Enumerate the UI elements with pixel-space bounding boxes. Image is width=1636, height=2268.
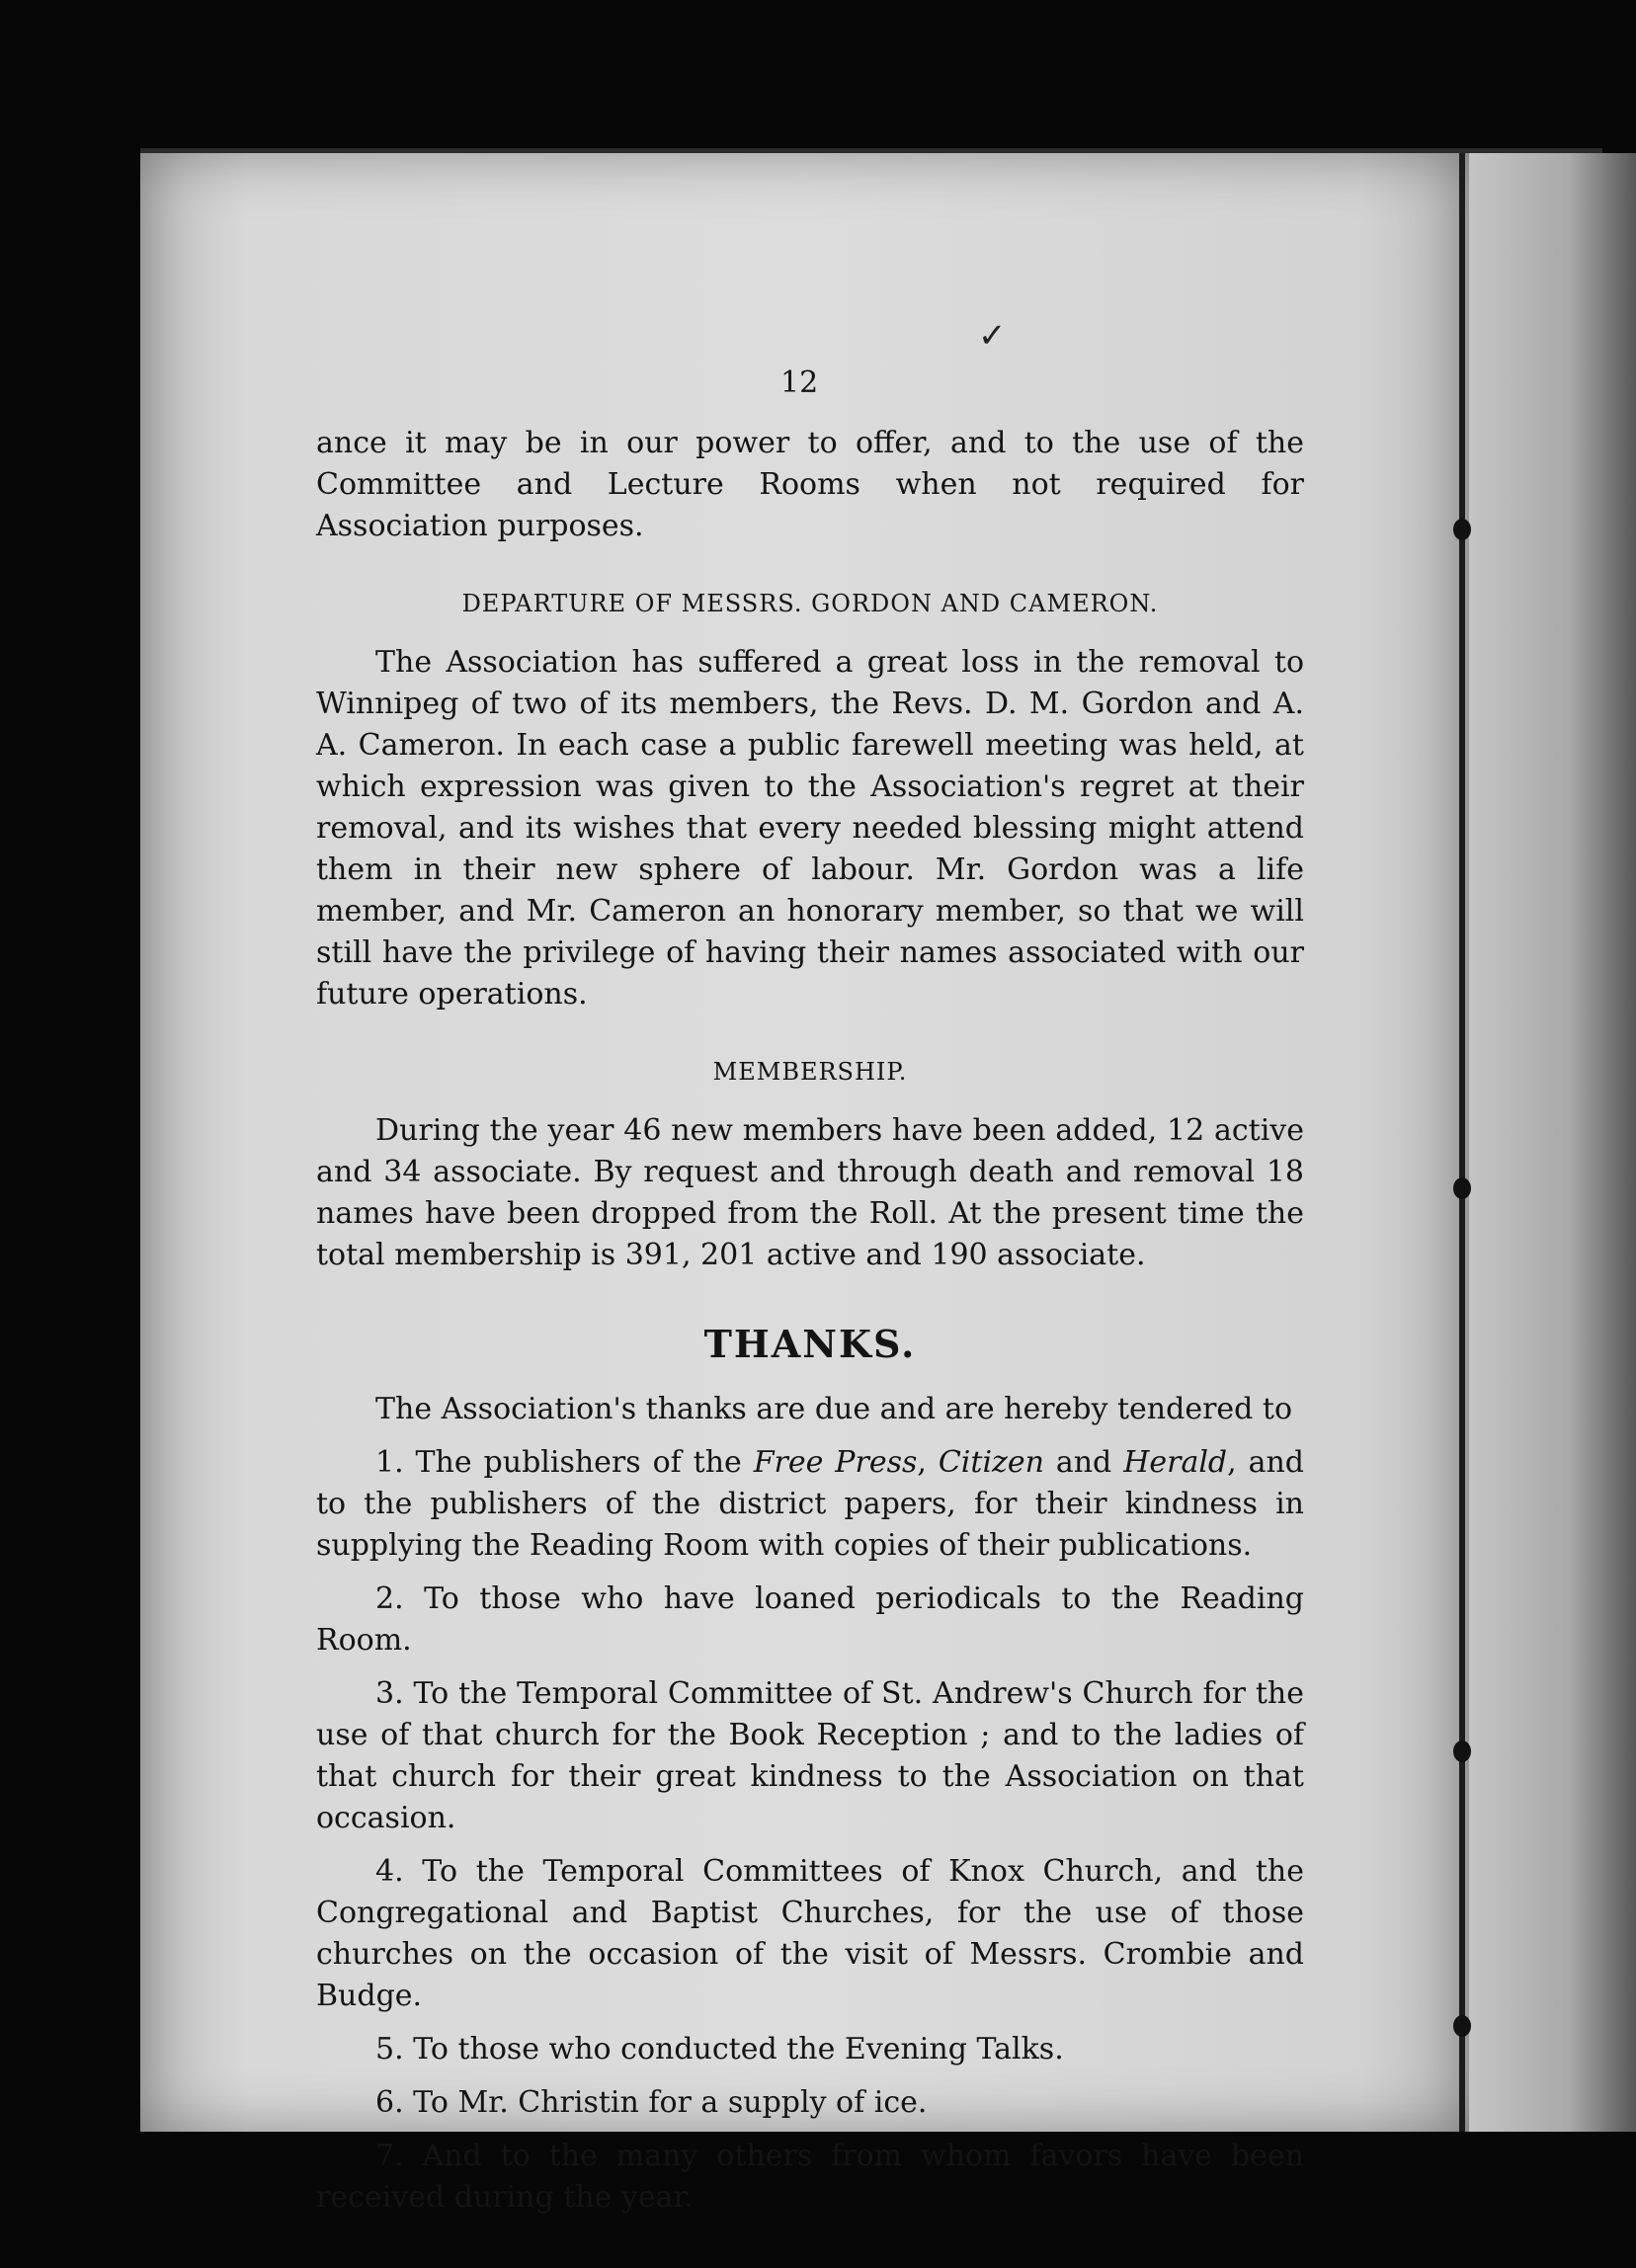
thanks-heading: THANKS. — [703, 1322, 917, 1366]
binding-knot — [1453, 1177, 1471, 1199]
opening-paragraph: ance it may be in our power to offer, and to the use of the Committee and Lecture Rooms when not required for Association purposes. — [316, 426, 1304, 543]
thanks-item-3: 3. To the Temporal Committee of St. Andrew's Church for the use of that church for the Book Reception ; and to the ladies of that church for their great kindness to the Association on that occasion. — [316, 1676, 1304, 1835]
thanks-item-1 — [316, 1442, 1304, 1567]
thanks-item-4: 4. To the Temporal Committees of Knox Church, and the Congregational and Baptist Churches, for the use of those churches on the occasion of the visit of Messrs. Crombie and Budge. — [316, 1854, 1304, 2013]
page-number: 12 — [780, 365, 819, 400]
departure-heading: DEPARTURE OF MESSRS. GORDON AND CAMERON. — [461, 590, 1159, 617]
thanks-item-5: 5. To those who conducted the Evening Talks. — [375, 2032, 1064, 2066]
thanks-item-7: 7. And to the many others from whom favors have been received during the year. — [316, 2139, 1304, 2215]
membership-heading: MEMBERSHIP. — [712, 1058, 908, 1086]
binding-knot — [1453, 1741, 1471, 1762]
newspaper-name: Free Press — [753, 1445, 918, 1480]
thanks-item-6: 6. To Mr. Christin for a supply of ice. — [375, 2085, 928, 2120]
check-mark-icon: ✓ — [978, 316, 1007, 356]
page-text — [316, 423, 1304, 2219]
thanks-item-1-text: , and to the publishers of the district papers, for their kindness in supplying the Reading Room with copies of their publications. — [316, 1445, 1305, 1563]
binding-fold — [1459, 153, 1465, 2132]
thanks-item-1-text: and — [1043, 1445, 1124, 1480]
binding-knot — [1453, 519, 1471, 540]
thanks-item-2: 2. To those who have loaned periodicals to the Reading Room. — [316, 1581, 1304, 1658]
binding-knot — [1453, 2015, 1471, 2037]
facing-page-edge — [1469, 153, 1636, 2132]
departure-paragraph: The Association has suffered a great loss in the removal to Winnipeg of two of its members, the Revs. D. M. Gordon and A. A. Cameron. In each case a public farewell meeting was held, at which expression was given to the Association's regret at their removal, and its wishes that every needed blessing might attend them in their new sphere of labour. Mr. Gordon was a life member, and Mr. Cameron an honorary member, so that we will still have the privilege of having their names associated with our future operations. — [316, 645, 1304, 1012]
thanks-item-1-text: , — [917, 1445, 939, 1480]
membership-paragraph: During the year 46 new members have been added, 12 active and 34 associate. By request and through death and removal 18 names have been dropped from the Roll. At the present time the total membership is 391, 201 active and 190 associate. — [316, 1113, 1304, 1272]
thanks-intro: The Association's thanks are due and are hereby tendered to — [375, 1392, 1293, 1426]
thanks-item-1-text: 1. The publishers of the — [375, 1445, 754, 1480]
newspaper-name: Citizen — [938, 1445, 1044, 1480]
newspaper-name: Herald — [1123, 1445, 1228, 1480]
